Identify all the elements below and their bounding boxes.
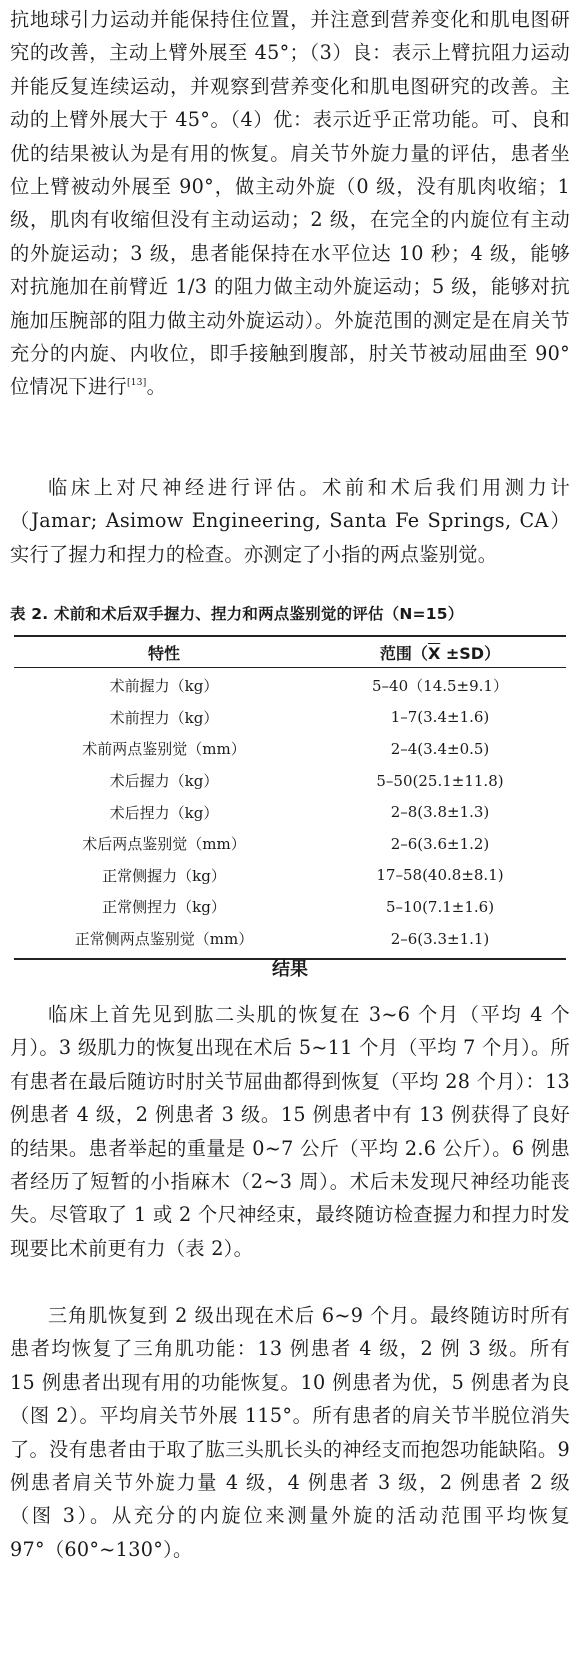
table-header-row xyxy=(14,637,566,668)
range-cell: 2–4(3.4±0.5) xyxy=(390,739,490,758)
trait-cell: 正常侧握力（kg） xyxy=(102,866,226,885)
paragraph-results-biceps: 临床上首先见到肱二头肌的恢复在 3~6 个月（平均 4 个月）。3 级肌力的恢复出现在术后 5~11 个月（平均 7 个月）。所有患者在最后随访时肘关节屈曲都得到恢复（平均 28 个月）：13 例患者 4 级，2 例患者 3 级。15 例患者中有 13 例获得了良好的结果。患者举起的重量是 0~7 公斤（平均 2.6 公斤）。6 例患者经历了短暂的小指麻木（2~3 周）。术后未发现尺神经功能丧失。尽管取了 1 或 2 个尺神经束，最终随访检查握力和捏力时发现要比术前更有力（表 2）。 xyxy=(10,1003,570,1260)
trait-cell: 术前捏力（kg） xyxy=(109,708,219,727)
table-caption: 表 2. 术前和术后双手握力、捏力和两点鉴别觉的评估（N=15） xyxy=(10,605,464,623)
table-row xyxy=(14,923,566,955)
table-row xyxy=(14,891,566,923)
results-table xyxy=(14,635,566,960)
paragraph-evaluation-criteria xyxy=(10,3,570,404)
paragraph-ulnar-nerve-evaluation: 临床上对尺神经进行评估。术前和术后我们用测力计（Jamar; Asimow Engineering, Santa Fe Springs, CA）实行了握力和捏力的检查。亦测定了小指的两点鉴别觉。 xyxy=(10,476,570,566)
range-cell: 5–50(25.1±11.8) xyxy=(376,771,504,790)
trait-cell: 术后捏力（kg） xyxy=(109,803,219,822)
table-row xyxy=(14,828,566,860)
table-row xyxy=(14,733,566,765)
table-row xyxy=(14,860,566,892)
paragraph-end: 。 xyxy=(146,375,167,399)
range-cell: 5–10(7.1±1.6) xyxy=(385,897,495,916)
table-body xyxy=(14,668,566,958)
trait-cell: 术前握力（kg） xyxy=(109,677,219,696)
trait-cell: 正常侧捏力（kg） xyxy=(102,898,226,917)
column-header-trait: 特性 xyxy=(147,643,180,663)
trait-cell: 术后握力（kg） xyxy=(109,772,219,791)
trait-cell: 术前两点鉴别觉（mm） xyxy=(82,740,246,759)
paragraph-text: 抗地球引力运动并能保持住位置，并注意到营养变化和肌电图研究的改善，主动上臂外展至 45°；（3）良：表示上臂抗阻力运动并能反复连续运动，并观察到营养变化和肌电图研究的改善。主动的上臂外展大于 45°。（4）优：表示近乎正常功能。可、良和优的结果被认为是有用的恢复。肩关节外旋力量的评估，患者坐位上臂被动外展至 90°，做主动外旋（0 级，没有肌肉收缩；1 级，肌肉有收缩但没有主动运动；2 级，在完全的内旋位有主动的外旋运动；3 级，患者能保持在水平位达 10 秒；4 级，能够对抗施加在前臂近 1/3 的阻力做主动外旋运动；5 级，能够对抗施加压腕部的阻力做主动外旋运动）。外旋范围的测定是在肩关节充分的内旋、内收位，即手接触到腹部，肘关节被动屈曲至 90°位情况下进行 xyxy=(10,8,570,399)
range-cell: 2–8(3.8±1.3) xyxy=(390,803,490,822)
range-cell: 5–40（14.5±9.1） xyxy=(372,677,508,696)
paragraph-results-deltoid: 三角肌恢复到 2 级出现在术后 6~9 个月。最终随访时所有患者均恢复了三角肌功能：13 例患者 4 级，2 例 3 级。所有 15 例患者出现有用的功能恢复。10 例患者为优，5 例患者为良（图 2）。平均肩关节外展 115°。所有患者的肩关节半脱位消失了。没有患者由于取了肱三头肌长头的神经支而抱怨功能缺陷。9 例患者肩关节外旋力量 4 级，4 例患者 3 级，2 例患者 2 级（图 3）。从充分的内旋位来测量外旋的活动范围平均恢复 97°（60°~130°）。 xyxy=(10,1304,570,1561)
x-bar-symbol: $\overline{X}$ xyxy=(427,643,441,663)
trait-cell: 术后两点鉴别觉（mm） xyxy=(82,835,246,854)
table-row xyxy=(14,702,566,734)
column-header-range: 范围$(\overline{X} \pm SD)$ xyxy=(379,643,501,663)
citation-reference: [13] xyxy=(126,378,147,389)
range-cell: 2–6(3.6±1.2) xyxy=(390,834,490,853)
table-row xyxy=(14,670,566,702)
table-row xyxy=(14,796,566,828)
results-heading: 结果 xyxy=(272,959,308,980)
trait-cell: 正常侧两点鉴别觉（mm） xyxy=(74,930,254,949)
range-cell: 1–7(3.4±1.6) xyxy=(390,708,490,727)
range-cell: 2–6(3.3±1.1) xyxy=(390,929,490,948)
range-cell: 17–58(40.8±8.1) xyxy=(376,866,504,885)
table-row xyxy=(14,765,566,797)
